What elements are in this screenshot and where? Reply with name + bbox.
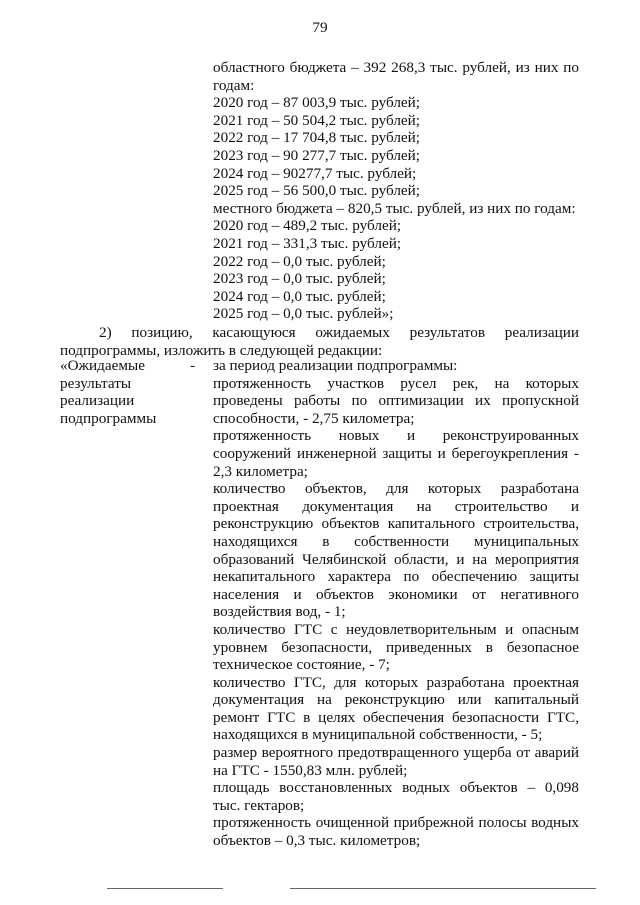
item-2-line-2: подпрограммы, изложить в следующей редакции: xyxy=(60,341,383,359)
label-line: результаты xyxy=(60,374,132,392)
regional-year-2025: 2025 год – 56 500,0 тыс. рублей; xyxy=(213,182,421,200)
result-paragraph: протяженность очищенной прибрежной полосы водных объектов – 0,3 тыс. километров; xyxy=(213,814,579,850)
local-year-2023: 2023 год – 0,0 тыс. рублей; xyxy=(213,270,386,288)
result-paragraph: размер вероятного предотвращенного ущерба от аварий на ГТС - 1550,83 млн. рублей; xyxy=(213,744,579,779)
label-line: подпрограммы xyxy=(60,409,157,427)
label-dash: - xyxy=(190,357,196,374)
regional-year-2023: 2023 год – 90 277,7 тыс. рублей; xyxy=(213,146,421,164)
result-paragraph: количество ГТС с неудовлетворительным и опасным уровнем безопасности, приведенных в безопасное техническое состояние, - 7; xyxy=(213,620,579,674)
footer-rule-right xyxy=(290,888,596,889)
regional-year-2020: 2020 год – 87 003,9 тыс. рублей; xyxy=(213,94,421,112)
regional-year-2024: 2024 год – 90277,7 тыс. рублей; xyxy=(213,164,417,182)
result-paragraph: площадь восстановленных водных объектов – 0,098 тыс. гектаров; xyxy=(213,779,579,814)
result-paragraph: за период реализации подпрограммы: xyxy=(213,357,458,374)
local-year-2020: 2020 год – 489,2 тыс. рублей; xyxy=(213,217,402,235)
label-line: «Ожидаемые xyxy=(60,357,145,374)
result-paragraph: протяженность участков русел рек, на которых проведены работы по оптимизации их пропускной способности, - 2,75 километра; xyxy=(213,374,579,427)
expected-results-label xyxy=(60,357,160,427)
regional-budget-header: областного бюджета – 392 268,3 тыс. рублей, из них по xyxy=(213,59,579,76)
regional-year-2022: 2022 год – 17 704,8 тыс. рублей; xyxy=(213,129,421,147)
regional-budget-header-cont: годам: xyxy=(213,76,255,94)
result-paragraph: протяженность новых и реконструированных сооружений инженерной защиты и берегоукрепления - 2,3 километра; xyxy=(213,427,579,480)
expected-results-value xyxy=(213,357,579,850)
local-year-2024: 2024 год – 0,0 тыс. рублей; xyxy=(213,287,386,305)
local-budget-header: местного бюджета – 820,5 тыс. рублей, из них по годам: xyxy=(213,199,576,217)
local-year-2022: 2022 год – 0,0 тыс. рублей; xyxy=(213,252,386,270)
local-year-2025: 2025 год – 0,0 тыс. рублей»; xyxy=(213,305,394,323)
local-year-2021: 2021 год – 331,3 тыс. рублей; xyxy=(213,234,402,252)
footer-rule-left xyxy=(107,888,223,889)
item-2-paragraph xyxy=(60,324,579,359)
page-number: 79 xyxy=(312,19,328,36)
item-2-line-1: 2) позицию, касающуюся ожидаемых результатов реализации xyxy=(99,324,579,341)
regional-year-2021: 2021 год – 50 504,2 тыс. рублей; xyxy=(213,111,421,129)
label-line: реализации xyxy=(60,392,135,410)
budget-breakdown xyxy=(213,59,579,323)
result-paragraph: количество ГТС, для которых разработана проектная документация на реконструкцию или капитальный ремонт ГТС в целях обеспечения безопасности ГТС, находящихся в муниципальной собственности, - 5; xyxy=(213,673,579,744)
result-paragraph: количество объектов, для которых разработана проектная документация на строительство и реконструкцию объектов капитального строительства, находящихся в собственности муниципальных образований Челябинской области, и на мероприятия некапитального характера по обеспечению защиты населения и объектов экономики от негативного воздействия вод, - 1; xyxy=(213,480,579,621)
